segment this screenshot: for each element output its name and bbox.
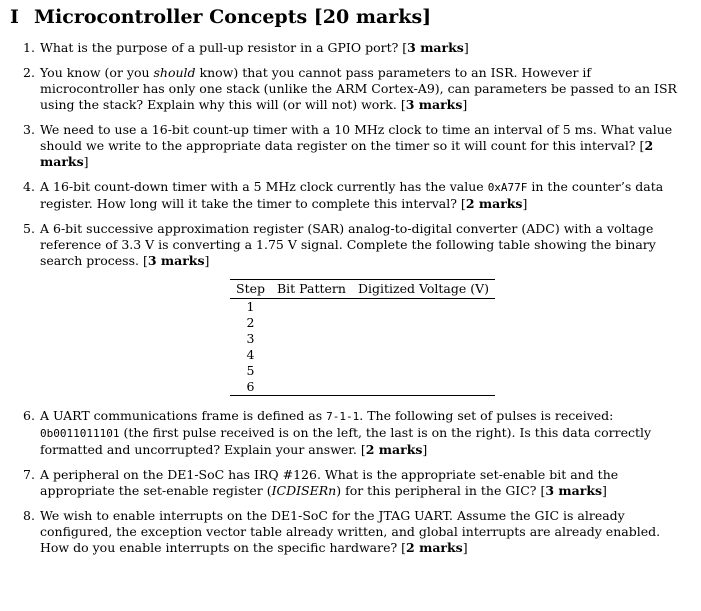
question-6: 6. A UART communications frame is defined as 7-1-1. The following set of pulses is received: 0b0011011101 (the first pulse received is on the left, the last is on the right). Is this data correctly formatted and uncorrupted? Explain your answer. [2 marks] xyxy=(23,408,652,457)
question-4: 4. A 16-bit count-down timer with a 5 MHz clock currently has the value 0xA77F in the counter’s data register. How long will it take the timer to complete this interval? [2 marks] xyxy=(23,179,664,211)
question-5: 5. A 6-bit successive approximation register (SAR) analog-to-digital converter (ADC) with a voltage reference of 3.3 V is converting a 1.75 V signal. Complete the following table showing the binary search process. [3 marks] Step Bit Pattern Digitized Voltage (V) 1 2 3 4 5 6 xyxy=(23,221,656,394)
table-row: 1 xyxy=(246,299,255,314)
question-list xyxy=(0,40,701,565)
sar-table xyxy=(230,279,495,396)
table-row: 3 xyxy=(246,331,255,346)
question-2: 2. You know (or you should know) that you cannot pass parameters to an ISR. However if microcontroller has only one stack (unlike the ARM Cortex-A9), can parameters be passed to an ISR using the stack? Explain why this will (or will not) work. [3 marks] xyxy=(23,65,677,112)
section-title: Microcontroller Concepts [20 marks] xyxy=(34,6,432,28)
question-3: 3. We need to use a 16-bit count-up timer with a 10 MHz clock to time an interval of 5 ms. What value should we write to the appropriate data register on the timer so it will count for this interval? [2 marks] xyxy=(23,122,673,169)
question-1: 1. What is the purpose of a pull-up resistor in a GPIO port? [3 marks] xyxy=(23,40,469,55)
table-row: 2 xyxy=(246,315,255,330)
section-number: I xyxy=(10,6,19,28)
question-7: 7. A peripheral on the DE1-SoC has IRQ #126. What is the appropriate set-enable bit and the appropriate the set-enable register (ICDISERn) for this peripheral in the GIC? [3 marks] xyxy=(23,467,619,498)
table-row: 6 xyxy=(230,379,495,396)
question-8: 8. We wish to enable interrupts on the DE1-SoC for the JTAG UART. Assume the GIC is already configured, the exception vector table already written, and global interrupts are already enabled. How do you enable interrupts on the specific hardware? [2 marks] xyxy=(23,508,661,555)
section-heading xyxy=(10,6,431,28)
table-row: 4 xyxy=(246,347,255,362)
table-row: 5 xyxy=(246,363,255,378)
sar-table-header: Step Bit Pattern Digitized Voltage (V) xyxy=(230,280,495,299)
